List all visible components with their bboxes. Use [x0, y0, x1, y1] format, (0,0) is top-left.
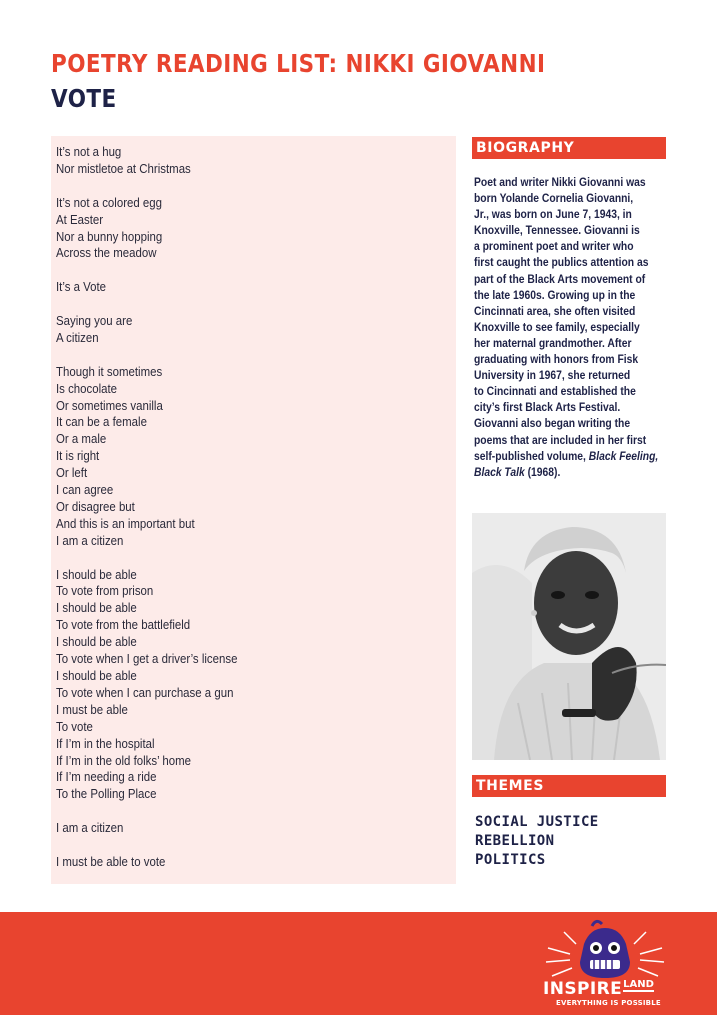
poem-line: I must be able: [56, 701, 128, 717]
biography-line: her maternal grandmother. After: [474, 335, 632, 350]
stanza-break: [56, 347, 456, 364]
biography-line: self-published volume, Black Feeling,: [474, 448, 659, 463]
poem-line: I should be able: [56, 634, 137, 650]
stanza-break: [56, 837, 456, 854]
page-title: POETRY READING LIST: NIKKI GIOVANNI: [51, 49, 546, 78]
poem-line: I can agree: [56, 482, 114, 498]
stanza-break: [56, 262, 456, 279]
poem-line: If I’m in the hospital: [56, 735, 155, 751]
logo-wordmark: $INSPIRE^{LAND}$: [543, 979, 654, 999]
poem-line: At Easter: [56, 211, 104, 227]
poem-line: Though it sometimes: [56, 363, 163, 379]
poem-line: To vote: [56, 718, 93, 734]
biography-line: first caught the publics attention as: [474, 255, 649, 270]
poem-line: It can be a female: [56, 414, 147, 430]
poem-line: I am a citizen: [56, 820, 124, 836]
poem-line: I must be able to vote: [56, 853, 166, 869]
portrait-photo: [472, 513, 666, 760]
biography-heading: BIOGRAPHY: [472, 137, 666, 159]
poem-line: A citizen: [56, 329, 99, 345]
stanza-break: [56, 178, 456, 195]
biography-line: to Cincinnati and established the: [474, 384, 636, 399]
themes-heading: THEMES: [472, 775, 666, 797]
biography-line: University in 1967, she returned: [474, 368, 631, 383]
poem-line: To vote when I can purchase a gun: [56, 684, 234, 700]
biography-line: city’s first Black Arts Festival.: [474, 400, 621, 415]
theme-item: SOCIAL JUSTICE: [475, 814, 599, 830]
poem-line: To vote from prison: [56, 583, 154, 599]
biography-line: the late 1960s. Growing up in the: [474, 287, 636, 302]
poem-line: Or a male: [56, 431, 107, 447]
biography-line: Black Talk (1968).: [474, 464, 561, 479]
poem-line: If I’m needing a ride: [56, 769, 157, 785]
poem-line: To vote when I get a driver’s license: [56, 651, 238, 667]
biography-line: Poet and writer Nikki Giovanni was: [474, 175, 646, 189]
poem-line: To the Polling Place: [56, 786, 157, 802]
poem-line: I am a citizen: [56, 532, 124, 548]
poem-line: It’s not a colored egg: [56, 194, 162, 210]
poem-line: Or left: [56, 465, 88, 481]
poem-line: If I’m in the old folks’ home: [56, 752, 192, 768]
biography-line: graduating with honors from Fisk: [474, 352, 639, 367]
biography-line: born Yolande Cornelia Giovanni,: [474, 191, 634, 206]
biography-line: Knoxville to see family, especially: [474, 319, 640, 334]
biography-text: [474, 174, 667, 480]
poem-line: I should be able: [56, 668, 137, 684]
theme-item: REBELLION: [475, 833, 555, 849]
poem-line: Or disagree but: [56, 498, 135, 514]
poem-line: To vote from the battlefield: [56, 617, 191, 633]
biography-line: Cincinnati area, she often visited: [474, 303, 636, 318]
theme-item: POLITICS: [475, 852, 546, 868]
biography-line: a prominent poet and writer who: [474, 239, 634, 254]
poem-line: It’s not a hug: [56, 144, 122, 159]
logo-tagline: EVERYTHING IS POSSIBLE: [556, 999, 661, 1007]
poem-line: Nor mistletoe at Christmas: [56, 160, 191, 176]
poem-line: Or sometimes vanilla: [56, 397, 163, 413]
book-title: Black Talk: [474, 464, 525, 479]
poem-line: I should be able: [56, 566, 137, 582]
poem-line: It is right: [56, 448, 100, 464]
poem-line: Saying you are: [56, 313, 133, 329]
biography-line: poems that are included in her first: [474, 432, 647, 447]
stanza-break: [56, 803, 456, 820]
poem-line: I should be able: [56, 600, 137, 616]
biography-line: Knoxville, Tennessee. Giovanni is: [474, 223, 640, 238]
biography-line: Jr., was born on June 7, 1943, in: [474, 207, 632, 222]
book-title: Black Feeling,: [588, 448, 659, 463]
poem-line: It’s a Vote: [56, 279, 107, 295]
poem-line: Across the meadow: [56, 245, 157, 261]
stanza-break: [56, 296, 456, 313]
poem-title: VOTE: [51, 84, 117, 113]
poem-line: And this is an important but: [56, 515, 195, 531]
poem-line: Nor a bunny hopping: [56, 228, 163, 244]
biography-line: Giovanni also began writing the: [474, 416, 631, 431]
biography-line: part of the Black Arts movement of: [474, 271, 646, 286]
poem-line: Is chocolate: [56, 380, 118, 396]
poem-panel: [51, 136, 456, 884]
themes-list: [475, 813, 599, 870]
stanza-break: [56, 550, 456, 567]
